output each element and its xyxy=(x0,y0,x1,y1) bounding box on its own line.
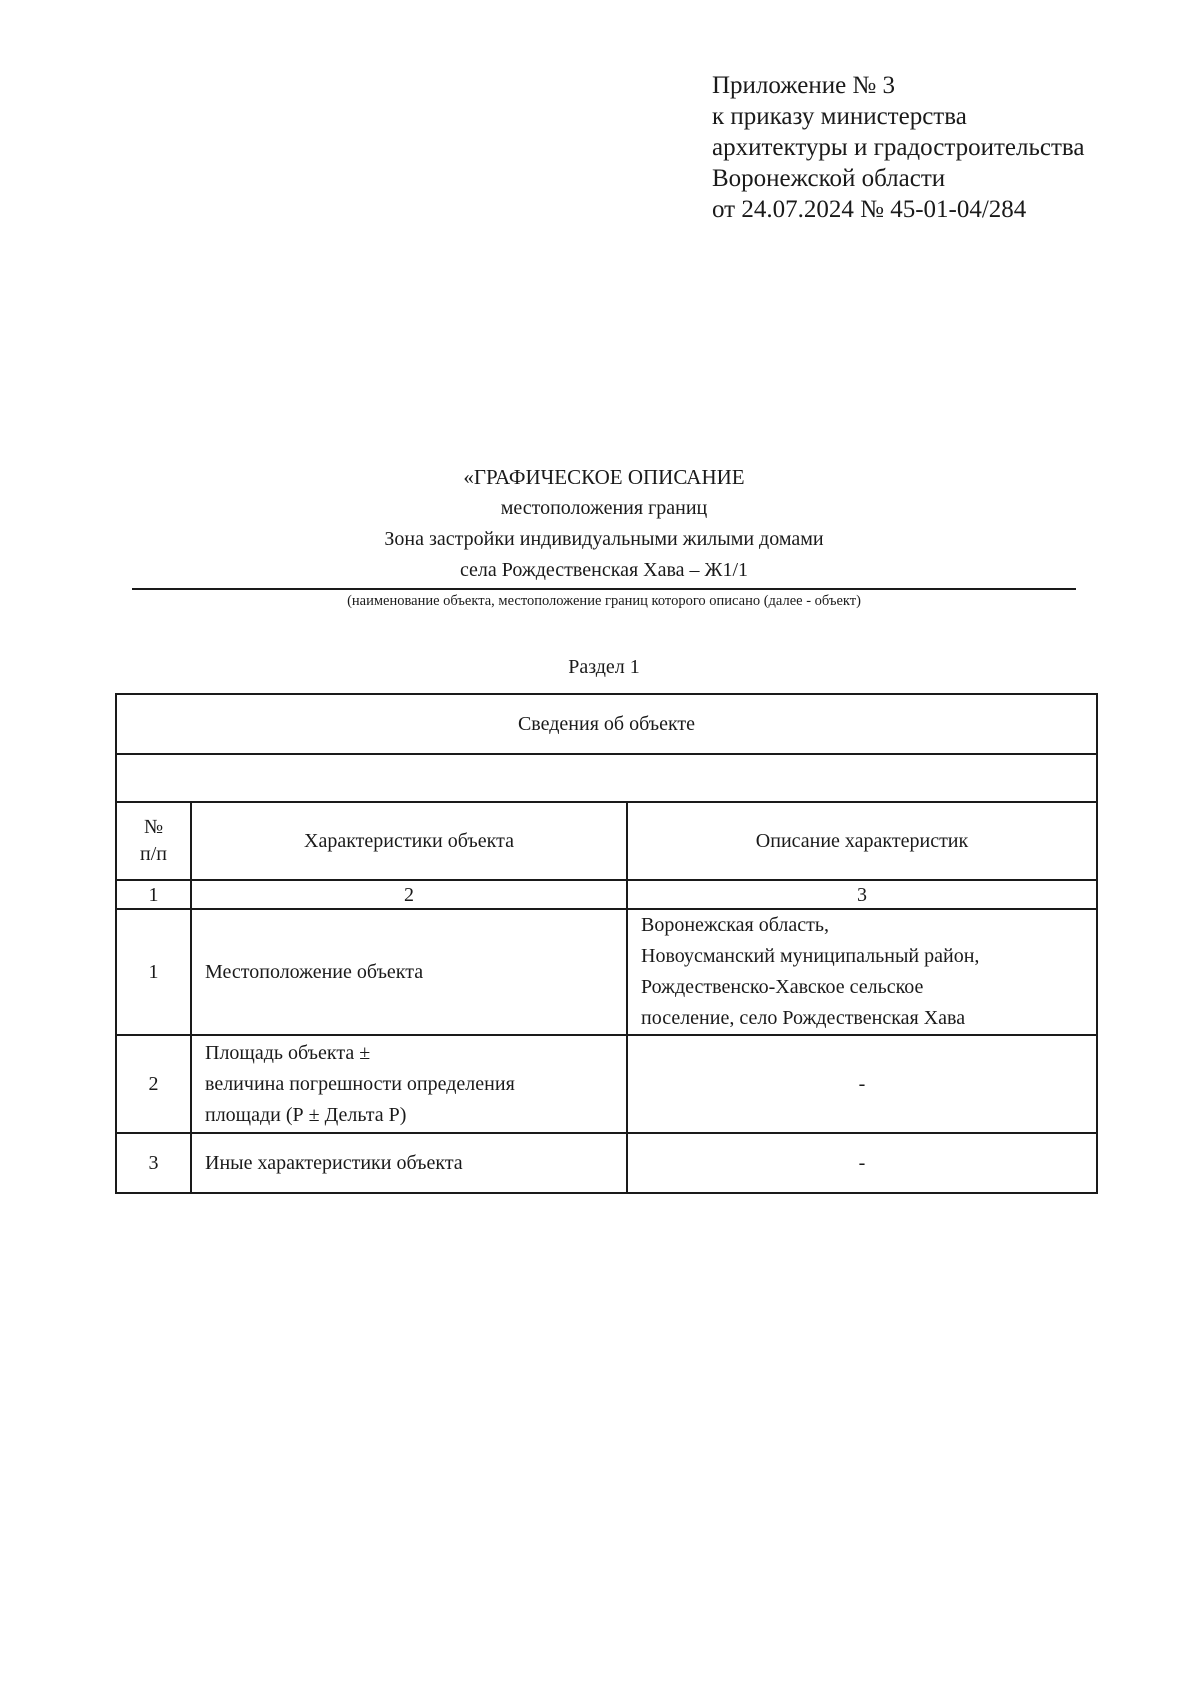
column-number: 3 xyxy=(627,880,1097,909)
row-characteristic-line: Иные характеристики объекта xyxy=(205,1151,463,1174)
row-description: - xyxy=(627,1133,1097,1193)
annex-line: Воронежской области xyxy=(712,165,946,192)
row-characteristic xyxy=(191,1133,627,1193)
title-line: села Рождественская Хава – Ж1/1 xyxy=(459,559,749,581)
column-header-num-line: № xyxy=(143,816,164,838)
row-characteristic-line: величина погрешности определения xyxy=(205,1072,515,1095)
annex-line: Приложение № 3 xyxy=(712,72,896,99)
table-empty-cell xyxy=(116,754,1097,802)
title-line: местоположения границ xyxy=(500,497,708,519)
annex-reference xyxy=(712,70,1084,225)
row-characteristic xyxy=(191,1035,627,1133)
row-characteristic xyxy=(191,909,627,1035)
title-underline xyxy=(132,588,1076,590)
section-label: Раздел 1 xyxy=(568,656,640,678)
document-title xyxy=(132,462,1076,586)
column-header-num-line: п/п xyxy=(140,843,167,865)
row-description-line: Воронежская область, xyxy=(641,914,830,936)
row-description-line: Новоусманский муниципальный район, xyxy=(641,945,980,967)
title-caption: (наименование объекта, местоположение границ которого описано (далее - объект) xyxy=(347,593,861,609)
object-info-table xyxy=(115,693,1098,1194)
row-characteristic-line: Площадь объекта ± xyxy=(205,1041,371,1064)
title-line: «ГРАФИЧЕСКОЕ ОПИСАНИЕ xyxy=(463,465,745,489)
column-header-row xyxy=(116,802,1097,880)
table-header-row xyxy=(116,694,1097,754)
column-header-description: Описание характеристик xyxy=(627,802,1097,880)
row-number: 2 xyxy=(116,1035,191,1133)
row-number: 1 xyxy=(116,909,191,1035)
column-number: 1 xyxy=(116,880,191,909)
table-row xyxy=(116,1133,1097,1193)
annex-line: от 24.07.2024 № 45-01-04/284 xyxy=(712,196,1027,223)
title-line: Зона застройки индивидуальными жилыми домами xyxy=(384,528,824,550)
row-description: - xyxy=(627,1035,1097,1133)
row-description-line: поселение, село Рождественская Хава xyxy=(641,1007,966,1029)
row-description xyxy=(627,909,1097,1035)
table-header: Сведения об объекте xyxy=(116,694,1097,754)
annex-line: архитектуры и градостроительства xyxy=(712,134,1085,161)
annex-line: к приказу министерства xyxy=(712,103,967,130)
row-description-line: Рождественско-Хавское сельское xyxy=(641,976,924,998)
column-number-row xyxy=(116,880,1097,909)
column-header-characteristics: Характеристики объекта xyxy=(191,802,627,880)
table-row xyxy=(116,909,1097,1035)
column-number: 2 xyxy=(191,880,627,909)
column-header-num xyxy=(116,802,191,880)
table-row xyxy=(116,1035,1097,1133)
row-characteristic-line: Местоположение объекта xyxy=(205,960,424,983)
table-empty-row xyxy=(116,754,1097,802)
row-number: 3 xyxy=(116,1133,191,1193)
row-characteristic-line: площади (Р ± Дельта Р) xyxy=(205,1103,407,1126)
